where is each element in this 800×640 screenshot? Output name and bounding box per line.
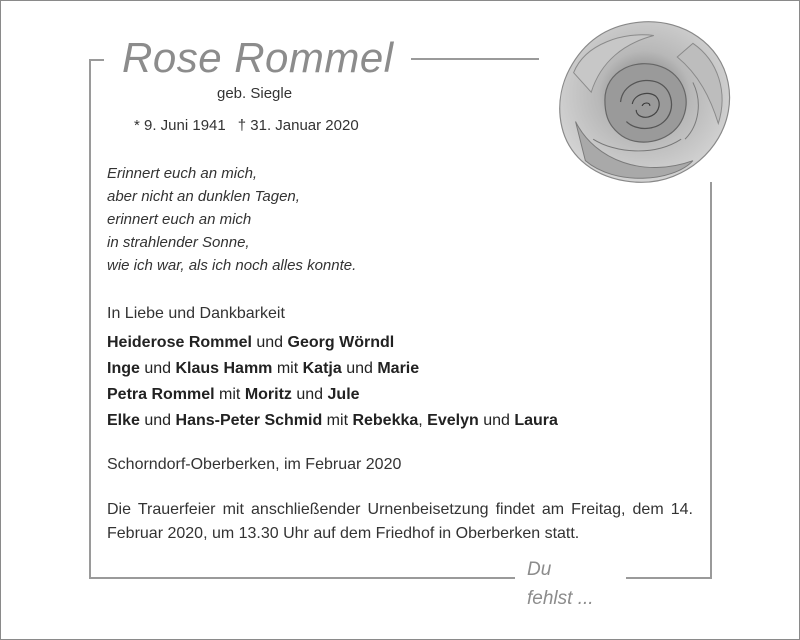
poem-line: Erinnert euch an mich,: [107, 165, 258, 182]
mourner-connector: und: [251, 334, 288, 351]
mourner-name: Evelyn: [427, 412, 479, 429]
mourner-connector: und: [139, 412, 176, 429]
deceased-name: Rose Rommel: [122, 34, 394, 81]
closing-phrase: [527, 555, 594, 613]
mourner-name: Klaus Hamm: [175, 360, 273, 377]
frame-bottom-right-line: [626, 577, 712, 579]
mourner-connector: mit: [272, 360, 303, 377]
mourner-connector: ,: [418, 412, 428, 429]
mourner-connector: mit: [214, 386, 245, 403]
frame-top-right-line: [411, 58, 539, 60]
mourner-name: Laura: [514, 412, 558, 429]
rose-image: [546, 14, 742, 190]
birth-date: * 9. Juni 1941: [134, 117, 226, 134]
frame-top-left-stub: [89, 59, 104, 61]
mourner-connector: und: [291, 386, 328, 403]
mourner-row: [107, 330, 558, 356]
mourner-name: Georg Wörndl: [287, 334, 395, 351]
mourner-name: Hans-Peter Schmid: [175, 412, 323, 429]
mourner-name: Katja: [302, 360, 342, 377]
poem-line: wie ich war, als ich noch alles konnte.: [107, 257, 357, 274]
mourner-row: [107, 382, 558, 408]
closing-line: Du: [527, 559, 552, 580]
frame-bottom-left-line: [89, 577, 515, 579]
mourner-name: Heiderose Rommel: [107, 334, 252, 351]
life-dates: [134, 117, 371, 134]
mourner-name: Elke: [107, 412, 140, 429]
mourner-name: Inge: [107, 360, 140, 377]
mourner-connector: mit: [322, 412, 353, 429]
poem-line: in strahlender Sonne,: [107, 234, 250, 251]
closing-line: fehlst ...: [527, 588, 594, 609]
poem-line: aber nicht an dunklen Tagen,: [107, 188, 300, 205]
mourner-connector: und: [139, 360, 176, 377]
mourners-list: [107, 330, 558, 434]
funeral-notice: Die Trauerfeier mit anschließender Urnenbeisetzung findet am Freitag, dem 14. Februar 2020, um 13.30 Uhr auf dem Friedhof in Oberberken statt.: [107, 501, 693, 542]
death-date: † 31. Januar 2020: [237, 117, 359, 134]
mourner-name: Jule: [327, 386, 360, 403]
mourner-connector: und: [478, 412, 515, 429]
mourner-row: [107, 356, 558, 382]
poem: [107, 162, 356, 277]
frame-right-line: [710, 182, 712, 579]
mourners-intro: In Liebe und Dankbarkeit: [107, 305, 285, 322]
mourner-name: Marie: [377, 360, 420, 377]
mourner-row: [107, 408, 558, 434]
frame-left-line: [89, 59, 91, 579]
mourner-name: Petra Rommel: [107, 386, 215, 403]
mourner-name: Rebekka: [352, 412, 419, 429]
mourner-name: Moritz: [244, 386, 292, 403]
place-and-date: Schorndorf-Oberberken, im Februar 2020: [107, 456, 402, 473]
mourner-connector: und: [341, 360, 378, 377]
poem-line: erinnert euch an mich: [107, 211, 252, 228]
birth-name: geb. Siegle: [217, 85, 293, 102]
